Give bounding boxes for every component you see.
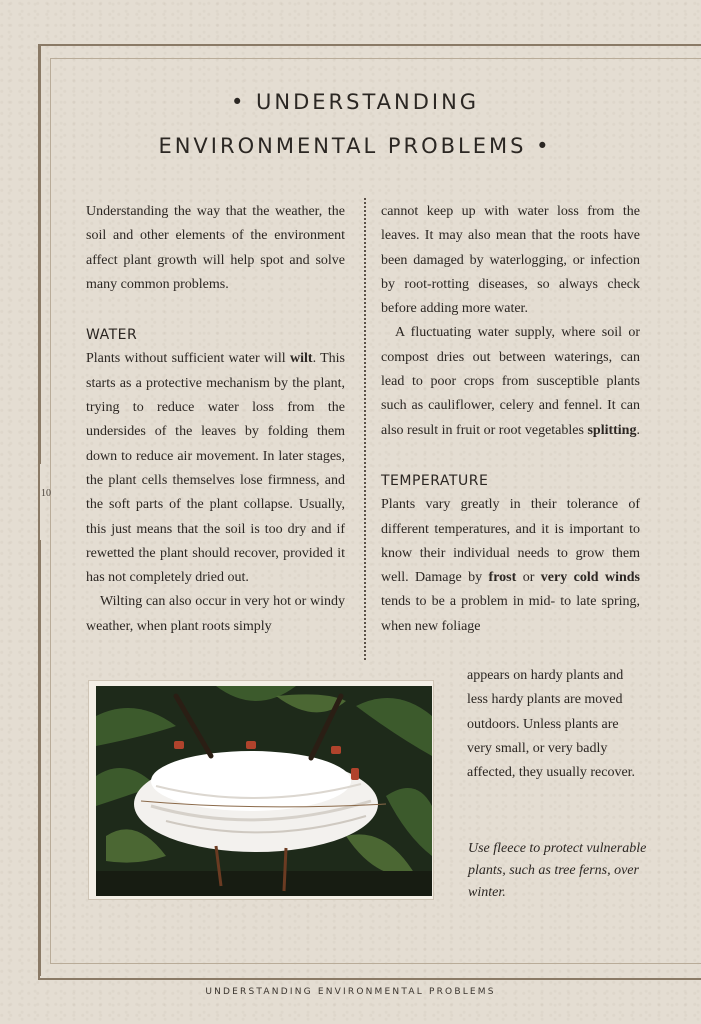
fleece-tree-fern-photo (96, 686, 432, 896)
temperature-paragraph-wrap: appears on hardy plants and less hardy plants are moved outdoors. Unless plants are very small, or very badly affected, they usually recover. (467, 668, 636, 781)
photo-caption: Use fleece to protect vulnerable plants, such as tree ferns, over winter. (468, 841, 647, 900)
splitting-term: splitting (587, 422, 637, 438)
intro-paragraph: Understanding the way that the weather, the soil and other elements of the environment affect plant growth will help spot and solve many common problems. (86, 204, 345, 292)
water-paragraph-3: A fluctuating water supply, where soil or compost dries out between waterings, can lead to poor crops from susceptible plants such as cauliflower, celery and fennel. It can also result in fruit or root vegetables splitting. (381, 325, 640, 438)
column-divider (364, 198, 366, 660)
water-heading: WATER (86, 327, 138, 344)
page-title-line-1: • UNDERSTANDING (230, 90, 480, 114)
running-footer: UNDERSTANDING ENVIRONMENTAL PROBLEMS (205, 987, 496, 997)
side-rule-lower (39, 540, 41, 976)
page-number: 10 (41, 488, 51, 499)
temperature-heading: TEMPERATURE (381, 472, 489, 489)
temperature-paragraph: Plants vary greatly in their tolerance of different temperatures, and it is important to know their individual needs to grow them well. Damage by frost or very cold winds tends to be a problem in mid- to late spring, when new foliage (381, 497, 640, 634)
water-paragraph-1: Plants without sufficient water will wilt. This starts as a protective mechanism by the plant, trying to reduce water loss from the undersides of the leaves by folding them down to reduce air movement. In later stages, the plant cells themselves lose firmness, and the soft parts of the plant collapse. Usually, this just means that the soil is too dry and if rewetted the plant should recover, provided it has not completely dried out. (86, 351, 345, 586)
wilt-term: wilt (290, 351, 313, 367)
left-text-column (86, 200, 345, 639)
frost-term: frost (488, 570, 517, 586)
right-text-column (381, 200, 640, 639)
page-title-line-2: ENVIRONMENTAL PROBLEMS • (158, 134, 552, 158)
water-paragraph-2-continued: cannot keep up with water loss from the leaves. It may also mean that the roots have been damaged by waterlogging, or infection by root-rotting diseases, so always check before adding more water. (381, 204, 640, 317)
cold-winds-term: very cold winds (540, 570, 640, 586)
side-rule-upper (39, 44, 41, 464)
fleece-wrapped-fern-illustration (96, 686, 432, 896)
water-paragraph-2: Wilting can also occur in very hot or windy weather, when plant roots simply (86, 594, 345, 634)
